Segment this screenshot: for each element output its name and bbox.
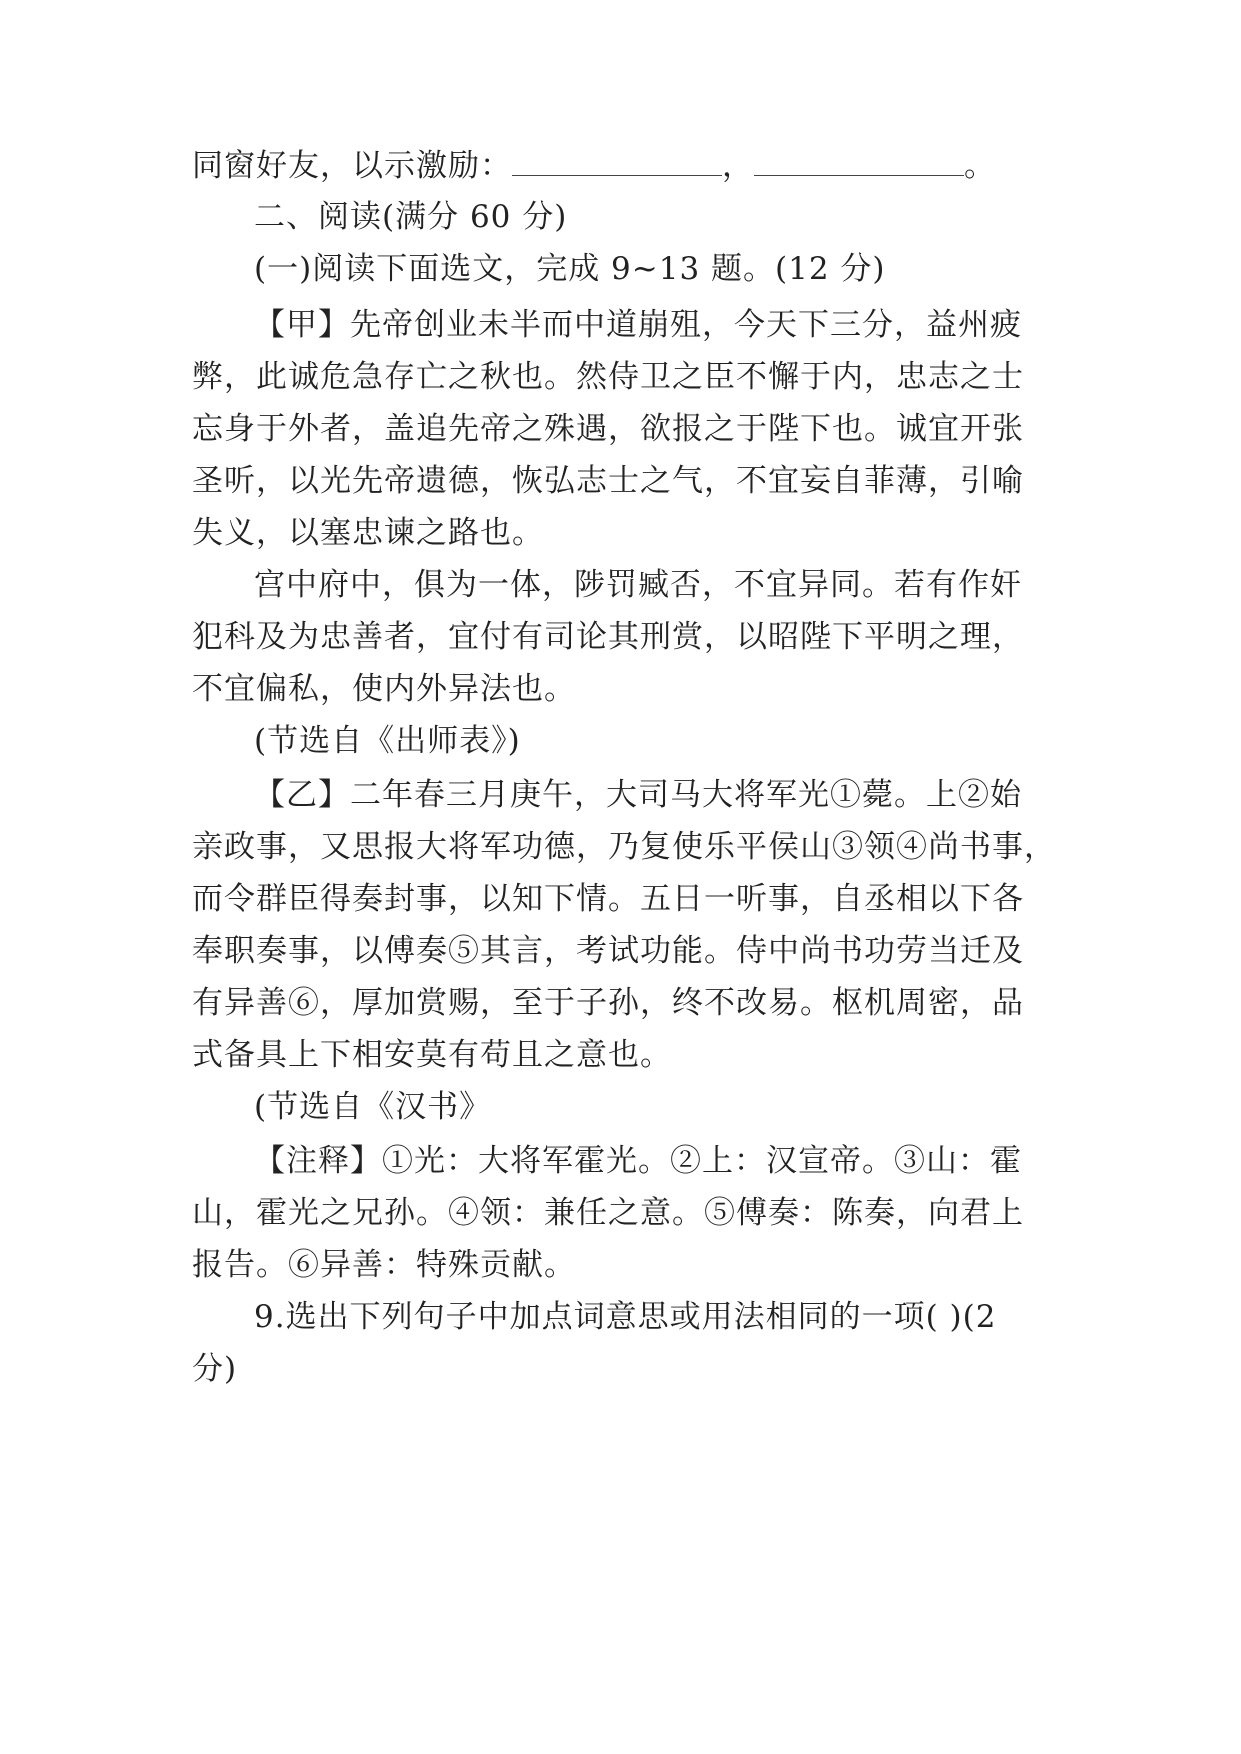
section-heading: 二、阅读(满分 60 分) bbox=[254, 199, 568, 235]
annotation-line: 山，霍光之兄孙。④领：兼任之意。⑤傅奏：陈奏，向君上 bbox=[192, 1195, 1024, 1231]
source-note: (节选自《出师表》) bbox=[254, 723, 521, 759]
reading-instruction: (一)阅读下面选文，完成 9~13 题。(12 分) bbox=[254, 251, 886, 287]
text-line: 圣听，以光先帝遗德，恢弘志士之气，不宜妄自菲薄，引喻 bbox=[192, 463, 1024, 499]
fill-blank-2[interactable] bbox=[754, 153, 964, 176]
text-line: 奉职奏事，以傅奏⑤其言，考试功能。侍中尚书功劳当迁及 bbox=[192, 933, 1024, 969]
text-line: 亲政事，又思报大将军功德，乃复使乐平侯山③领④尚书事， bbox=[192, 829, 1056, 865]
text-line: 宫中府中，俱为一体，陟罚臧否，不宜异同。若有作奸 bbox=[254, 567, 1022, 603]
text-line: 弊，此诚危急存亡之秋也。然侍卫之臣不懈于内，忠志之士 bbox=[192, 359, 1024, 395]
fill-blank-1[interactable] bbox=[512, 153, 722, 176]
question-9-continued: 分) bbox=[192, 1351, 238, 1387]
question-9: 9.选出下列句子中加点词意思或用法相同的一项( )(2 bbox=[254, 1299, 997, 1335]
text-line: 失义，以塞忠谏之路也。 bbox=[192, 515, 544, 551]
text-line: 【甲】先帝创业未半而中道崩殂，今天下三分，益州疲 bbox=[254, 307, 1022, 343]
text-line: 而令群臣得奏封事，以知下情。五日一听事，自丞相以下各 bbox=[192, 881, 1024, 917]
source-note: (节选自《汉书》 bbox=[254, 1089, 492, 1125]
text-line: 式备具上下相安莫有苟且之意也。 bbox=[192, 1037, 672, 1073]
text-line: 忘身于外者，盖追先帝之殊遇，欲报之于陛下也。诚宜开张 bbox=[192, 411, 1024, 447]
text-line: 【乙】二年春三月庚午，大司马大将军光①薨。上②始 bbox=[254, 777, 1022, 813]
annotation-line: 报告。⑥异善：特殊贡献。 bbox=[192, 1247, 576, 1283]
annotation-line: 【注释】①光：大将军霍光。②上：汉宣帝。③山：霍 bbox=[254, 1143, 1022, 1179]
text-line: 不宜偏私，使内外异法也。 bbox=[192, 671, 576, 707]
text-line: 犯科及为忠善者，宜付有司论其刑赏，以昭陛下平明之理， bbox=[192, 619, 1024, 655]
text-line-1: 同窗好友，以示激励： ， 。 bbox=[192, 148, 996, 184]
text-line: 有异善⑥，厚加赏赐，至于子孙，终不改易。枢机周密，品 bbox=[192, 985, 1024, 1021]
